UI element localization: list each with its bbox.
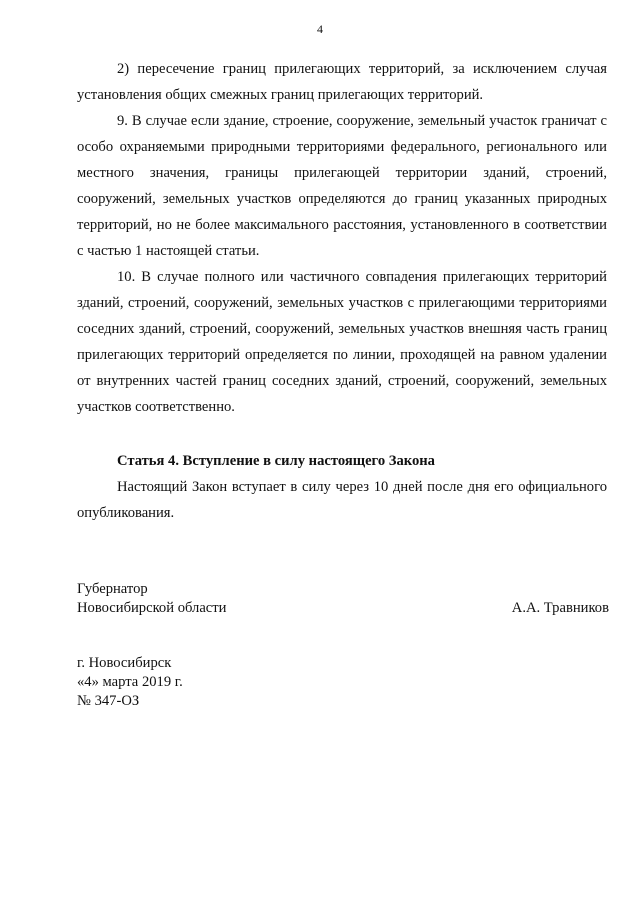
signatory-name: А.А. Травников xyxy=(511,600,609,616)
article-paragraph xyxy=(77,474,607,526)
position-line-1: Губернатор xyxy=(77,581,148,597)
page-number: 4 xyxy=(317,22,323,36)
position-line-2: Новосибирской области xyxy=(77,600,227,616)
paragraph-item-9 xyxy=(77,108,607,264)
paragraph-item-10 xyxy=(77,264,607,420)
article-title: Статья 4. Вступление в силу настоящего Закона xyxy=(117,453,435,469)
enactment-place: г. Новосибирск xyxy=(77,655,172,671)
signatory-position xyxy=(77,580,226,618)
paragraph-text: 9. В случае если здание, строение, сооружение, земельный участок граничат с особо охраняемыми природными территориями федерального, регионального или местного значения, границы прилегающей территории зданий, строений, сооружений, земельных участков определяются до границ указанных природных территорий, но не более максимального расстояния, установленного в соответствии с частью 1 настоящей статьи. xyxy=(77,113,607,259)
paragraph-text: 2) пересечение границ прилегающих территорий, за исключением случая установления общих смежных границ прилегающих территорий. xyxy=(77,61,607,103)
enactment-details xyxy=(77,654,183,711)
paragraph-text: 10. В случае полного или частичного совпадения прилегающих территорий зданий, строений, сооружений, земельных участков с прилегающими территориями соседних зданий, строений, сооружений, земельных участков внешняя часть границ прилегающих территорий определяется по линии, проходящей на равном удалении от внутренних частей границ соседних зданий, строений, сооружений, земельных участков соответственно. xyxy=(77,269,607,415)
paragraph-text: Настоящий Закон вступает в силу через 10 дней после дня его официального опубликования. xyxy=(77,479,607,521)
paragraph-item-2 xyxy=(77,56,607,108)
enactment-number: № 347-ОЗ xyxy=(77,693,140,709)
enactment-date: «4» марта 2019 г. xyxy=(77,674,183,690)
